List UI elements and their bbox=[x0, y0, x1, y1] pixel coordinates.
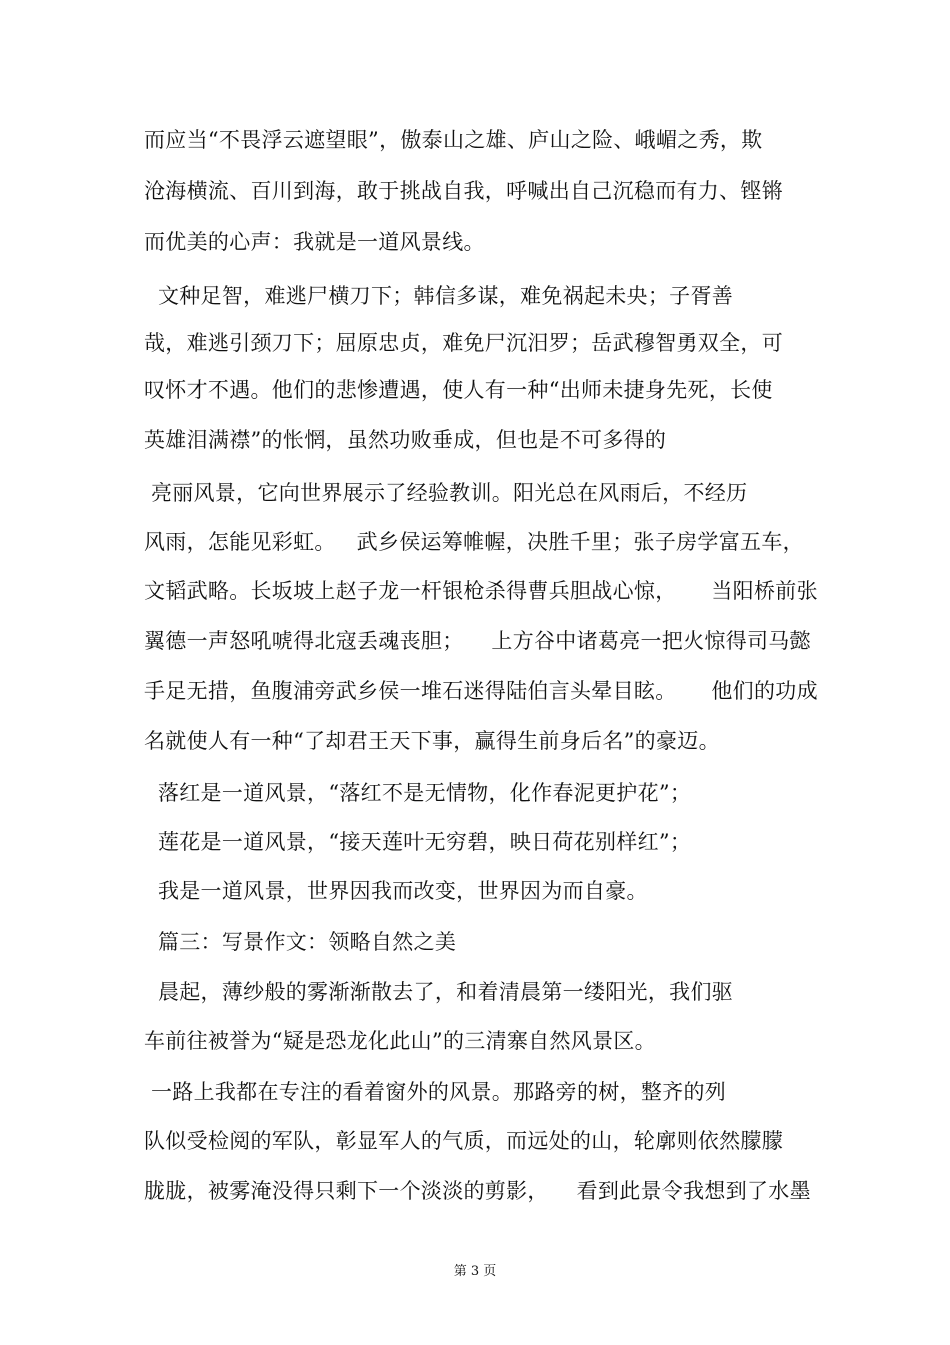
text-line: 一路上我都在专注的看着窗外的风景。那路旁的树，整齐的列 bbox=[144, 1080, 727, 1104]
section-heading: 篇三：写景作文：领略自然之美 bbox=[144, 930, 457, 954]
text-line: 文种足智，难逃尸横刀下；韩信多谋，难免祸起未央；子胥善 bbox=[144, 284, 734, 308]
text-line: 文韬武略。长坂坡上赵子龙一杆银枪杀得曹兵胆战心惊， 当阳桥前张 bbox=[144, 579, 818, 603]
text-line: 队似受检阅的军队，彰显军人的气质，而远处的山，轮廓则依然朦朦 bbox=[144, 1129, 783, 1153]
text-line: 亮丽风景，它向世界展示了经验教训。阳光总在风雨后，不经历 bbox=[144, 481, 748, 505]
page-number: 第 3 页 bbox=[453, 1264, 497, 1279]
text-line: 车前往被誉为“疑是恐龙化此山”的三清寨自然风景区。 bbox=[144, 1029, 656, 1053]
text-line: 风雨，怎能见彩虹。 武乡侯运筹帷幄，决胜千里；张子房学富五车， bbox=[144, 530, 804, 554]
text-line: 手足无措，鱼腹浦旁武乡侯一堆石迷得陆伯言头晕目眩。 他们的功成 bbox=[144, 679, 818, 703]
text-line: 沧海横流、百川到海，敢于挑战自我，呼喊出自己沉稳而有力、铿锵 bbox=[144, 179, 783, 203]
text-line: 落红是一道风景，“落红不是无情物，化作春泥更护花”； bbox=[144, 781, 692, 805]
text-line: 叹怀才不遇。他们的悲惨遭遇，使人有一种“出师未捷身先死，长使 bbox=[144, 378, 773, 402]
text-line: 莲花是一道风景，“接天莲叶无穷碧，映日荷花别样红”； bbox=[144, 830, 692, 854]
text-line: 晨起，薄纱般的雾渐渐散去了，和着清晨第一缕阳光，我们驱 bbox=[144, 980, 734, 1004]
text-line: 胧胧，被雾淹没得只剩下一个淡淡的剪影， 看到此景令我想到了水墨 bbox=[144, 1179, 811, 1203]
text-line: 我是一道风景，世界因我而改变，世界因为而自豪。 bbox=[144, 879, 648, 903]
text-line: 而优美的心声：我就是一道风景线。 bbox=[144, 230, 485, 254]
text-line: 英雄泪满襟”的怅惘，虽然功败垂成，但也是不可多得的 bbox=[144, 428, 667, 452]
text-line: 翼德一声怒吼唬得北寇丢魂丧胆； 上方谷中诸葛亮一把火惊得司马懿 bbox=[144, 629, 811, 653]
text-line: 而应当“不畏浮云遮望眼”，傲泰山之雄、庐山之险、峨嵋之秀，欺 bbox=[144, 128, 763, 152]
text-line: 哉，难逃引颈刀下；屈原忠贞，难免尸沉汨罗；岳武穆智勇双全，可 bbox=[144, 331, 783, 355]
text-line: 名就使人有一种“了却君王天下事，赢得生前身后名”的豪迈。 bbox=[144, 729, 720, 753]
